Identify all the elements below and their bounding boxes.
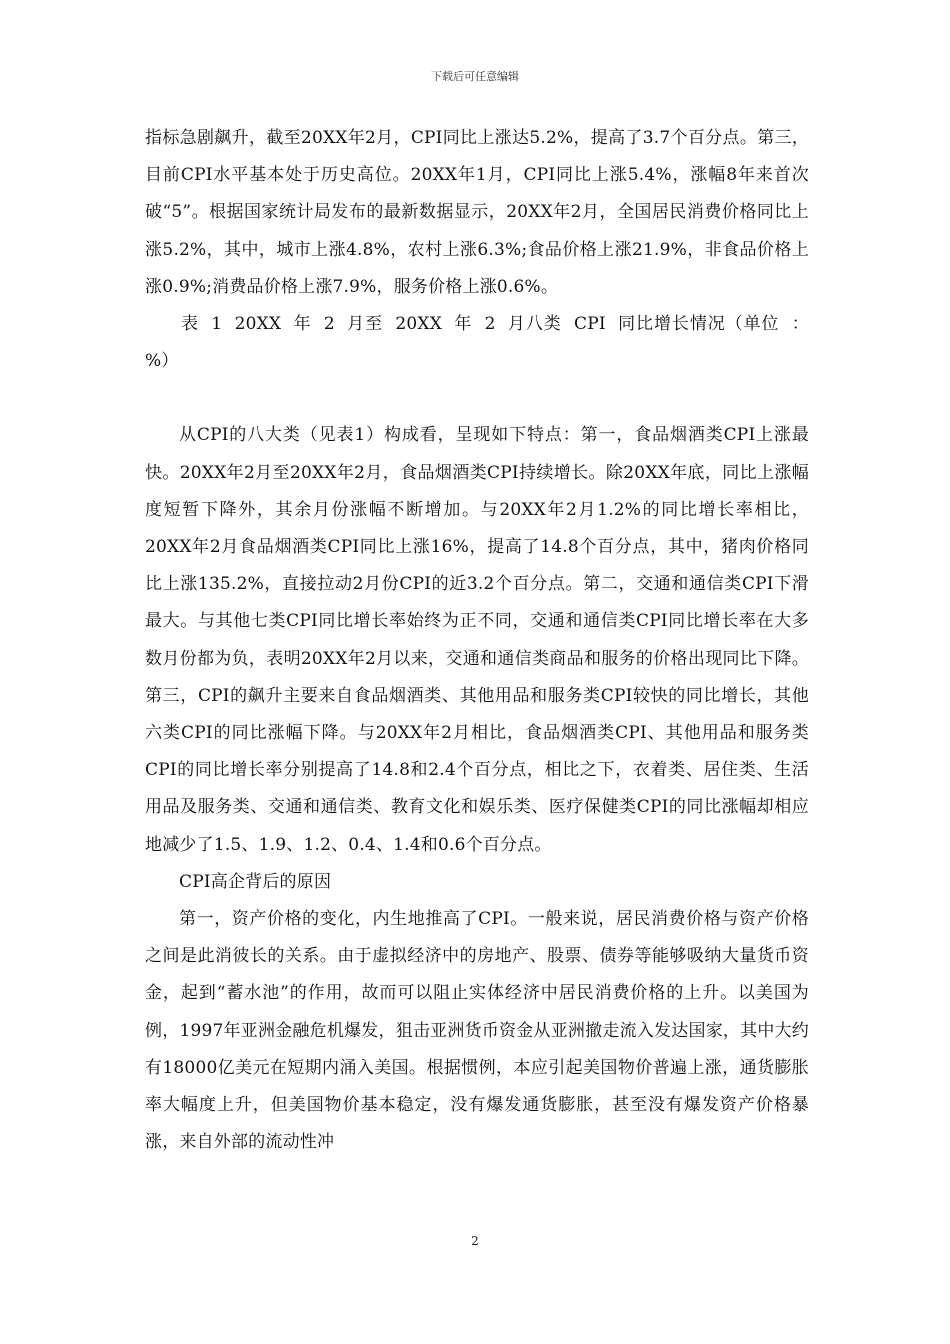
page-header: 下载后可任意编辑 — [431, 70, 519, 83]
paragraph-asset-prices: 第一，资产价格的变化，内生地推高了CPI。一般来说，居民消费价格与资产价格之间是此消彼长的关系。由于虚拟经济中的房地产、股票、债券等能够吸纳大量货币资金，起到“蓄水池”的作用，故而可以阻止实体经济中居民消费价格的上升。以美国为例，1997年亚洲金融危机爆发，狙击亚洲货币资金从亚洲撤走流入发达国家，其中大约有18000亿美元在短期内涌入美国。根据惯例，本应引起美国物价普遍上涨，通货膨胀率大幅度上升，但美国物价基本稳定，没有爆发通货膨胀，甚至没有爆发资产价格暴涨，来自外部的流动性冲 — [145, 909, 809, 1153]
table-placeholder — [145, 380, 809, 417]
section-heading: CPI高企背后的原因 — [179, 871, 332, 892]
document-body — [145, 120, 809, 1161]
page-number: 2 — [471, 1234, 479, 1248]
table-caption: 表 1 20XX 年 2 月至 20XX 年 2 月八类 CPI 同比增长情况（单位 ：%） — [145, 314, 809, 372]
paragraph-cpi-level: 指标急剧飙升，截至20XX年2月，CPI同比上涨达5.2%，提高了3.7个百分点。第三，目前CPI水平基本处于历史高位。20XX年1月，CPI同比上涨5.4%，涨幅8年来首次破“5”。根据国家统计局发布的最新数据显示，20XX年2月，全国居民消费价格同比上涨5.2%，其中，城市上涨4.8%，农村上涨6.3%;食品价格上涨21.9%，非食品价格上涨0.9%;消费品价格上涨7.9%，服务价格上涨0.6%。 — [145, 128, 809, 297]
paragraph-eight-categories: 从CPI的八大类（见表1）构成看，呈现如下特点：第一，食品烟酒类CPI上涨最快。20XX年2月至20XX年2月，食品烟酒类CPI持续增长。除20XX年底，同比上涨幅度短暂下降外，其余月份涨幅不断增加。与20XX年2月1.2%的同比增长率相比，20XX年2月食品烟酒类CPI同比上涨16%，提高了14.8个百分点，其中，猪肉价格同比上涨135.2%，直接拉动2月份CPI的近3.2个百分点。第二，交通和通信类CPI下滑最大。与其他七类CPI同比增长率始终为正不同，交通和通信类CPI同比增长率在大多数月份都为负，表明20XX年2月以来，交通和通信类商品和服务的价格出现同比下降。第三，CPI的飙升主要来自食品烟酒类、其他用品和服务类CPI较快的同比增长，其他六类CPI的同比涨幅下降。与20XX年2月相比，食品烟酒类CPI、其他用品和服务类CPI的同比增长率分别提高了14.8和2.4个百分点，相比之下，衣着类、居住类、生活用品及服务类、交通和通信类、教育文化和娱乐类、医疗保健类CPI的同比涨幅却相应地减少了1.5、1.9、1.2、0.4、1.4和0.6个百分点。 — [145, 425, 809, 855]
